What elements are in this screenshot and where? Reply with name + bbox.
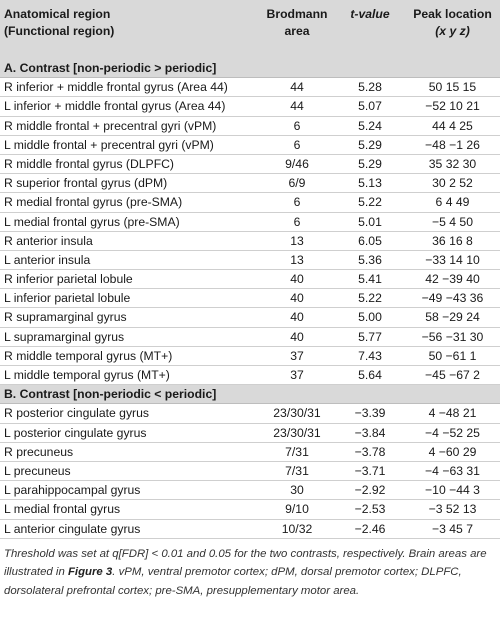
cell-region: R medial frontal gyrus (pre-SMA): [4, 195, 183, 210]
cell-tvalue: 5.22: [358, 195, 382, 210]
cell-peak: −49 −43 36: [421, 291, 484, 306]
table-row: [0, 308, 500, 327]
cell-brodmann: 6/9: [288, 176, 306, 191]
cell-region: R precuneus: [4, 444, 74, 459]
section-title: A. Contrast [non-periodic > periodic]: [4, 61, 217, 75]
table-row: [0, 404, 500, 423]
table-row: [0, 136, 500, 155]
cell-brodmann: 7/31: [285, 463, 309, 478]
cell-region: L supramarginal gyrus: [4, 329, 125, 344]
cell-tvalue: 5.29: [358, 137, 382, 152]
cell-region: R middle frontal + precentral gyri (vPM): [4, 118, 217, 133]
footnote-text-2: . vPM, ventral premotor cortex; dPM, dorsal premotor cortex; DLPFC, dorsolateral prefrontal cortex; pre-SMA, presupplementary motor area.: [4, 566, 462, 597]
cell-region: L inferior + middle frontal gyrus (Area 44): [4, 99, 226, 114]
table-row: [0, 270, 500, 289]
cell-tvalue: −3.71: [354, 463, 386, 478]
cell-peak: −56 −31 30: [421, 329, 484, 344]
table-row: [0, 328, 500, 347]
cell-tvalue: 5.64: [358, 368, 382, 382]
table-row: [0, 347, 500, 366]
cell-brodmann: 10/32: [281, 521, 313, 536]
section-header-row: [0, 59, 500, 78]
header-peak: [405, 6, 500, 40]
cell-peak: 4 −48 21: [428, 406, 477, 421]
cell-region: L posterior cingulate gyrus: [4, 425, 147, 440]
cell-peak: −33 14 10: [425, 252, 480, 267]
cell-peak: 6 4 49: [435, 195, 470, 210]
cell-peak: −4 −63 31: [425, 463, 480, 478]
table-row: [0, 97, 500, 116]
cell-brodmann: 40: [290, 329, 304, 344]
cell-brodmann: 23/30/31: [273, 406, 321, 421]
cell-region: R middle frontal gyrus (DLPFC): [4, 156, 174, 171]
cell-brodmann: 44: [290, 80, 304, 95]
table-row: [0, 424, 500, 443]
cell-region: L medial frontal gyrus (pre-SMA): [4, 214, 180, 229]
cell-peak: 58 −29 24: [425, 310, 480, 325]
cell-peak: −48 −1 26: [425, 137, 480, 152]
cell-brodmann: 37: [290, 348, 304, 363]
table-body: [0, 59, 500, 539]
table-row: [0, 213, 500, 232]
table-row: [0, 78, 500, 97]
cell-region: L inferior parietal lobule: [4, 291, 131, 306]
cell-peak: −45 −67 2: [425, 368, 480, 382]
cell-brodmann: 7/31: [285, 444, 309, 459]
cell-region: L precuneus: [4, 463, 71, 478]
cell-tvalue: 5.29: [358, 156, 382, 171]
cell-region: R inferior parietal lobule: [4, 272, 133, 287]
header-brodmann-line2: area: [284, 24, 310, 38]
cell-region: L anterior insula: [4, 252, 91, 267]
header-region-line1: Anatomical region: [4, 7, 111, 21]
figure-reference: Figure 3: [67, 566, 113, 579]
cell-brodmann: 13: [290, 252, 304, 267]
cell-peak: 50 15 15: [428, 80, 477, 95]
cell-brodmann: 6: [293, 118, 301, 133]
cell-region: R middle temporal gyrus (MT+): [4, 348, 173, 363]
cell-brodmann: 40: [290, 272, 304, 287]
cell-tvalue: 5.01: [358, 214, 382, 229]
header-peak-line1: Peak location: [413, 7, 492, 21]
table-row: [0, 232, 500, 251]
cell-region: R inferior + middle frontal gyrus (Area 44): [4, 80, 228, 95]
cell-tvalue: 5.07: [358, 99, 382, 114]
cell-peak: −3 45 7: [431, 521, 473, 536]
cell-peak: −3 52 13: [428, 502, 477, 517]
cell-peak: −10 −44 3: [425, 483, 480, 498]
table-header: [0, 0, 500, 59]
table-row: [0, 251, 500, 270]
cell-region: L medial frontal gyrus: [4, 502, 121, 517]
table-row: [0, 117, 500, 136]
cell-brodmann: 37: [290, 368, 304, 382]
table-footnote: [0, 539, 500, 600]
cell-brodmann: 30: [290, 483, 304, 498]
cell-brodmann: 44: [290, 99, 304, 114]
table-row: [0, 481, 500, 500]
table-row: [0, 462, 500, 481]
cell-brodmann: 13: [290, 233, 304, 248]
cell-region: L middle frontal + precentral gyri (vPM): [4, 137, 214, 152]
header-brodmann-line1: Brodmann: [266, 7, 328, 21]
cell-peak: −4 −52 25: [425, 425, 480, 440]
header-region: [4, 6, 114, 40]
cell-region: R posterior cingulate gyrus: [4, 406, 149, 421]
table-row: [0, 174, 500, 193]
section-title: B. Contrast [non-periodic < periodic]: [4, 387, 217, 402]
cell-peak: 50 −61 1: [428, 348, 477, 363]
table-row: [0, 155, 500, 174]
cell-brodmann: 23/30/31: [273, 425, 321, 440]
cell-brodmann: 6: [293, 195, 301, 210]
cell-tvalue: 5.36: [358, 252, 382, 267]
table-row: [0, 500, 500, 519]
cell-peak: −52 10 21: [425, 99, 480, 114]
header-region-line2: (Functional region): [4, 24, 115, 38]
cell-peak: 44 4 25: [432, 118, 473, 133]
cell-tvalue: −2.46: [354, 521, 386, 536]
header-peak-line2: (x y z): [435, 24, 470, 38]
header-tvalue-label: t-value: [350, 7, 390, 21]
table-row: [0, 520, 500, 539]
cell-tvalue: 5.77: [358, 329, 382, 344]
cell-peak: 42 −39 40: [425, 272, 480, 287]
cell-region: L middle temporal gyrus (MT+): [4, 368, 170, 382]
cell-tvalue: 5.00: [358, 310, 382, 325]
cell-brodmann: 40: [290, 291, 304, 306]
cell-tvalue: −3.78: [354, 444, 386, 459]
table-row: [0, 443, 500, 462]
header-brodmann: [262, 6, 332, 40]
cell-region: L anterior cingulate gyrus: [4, 521, 141, 536]
table-row: [0, 366, 500, 385]
cell-peak: −5 4 50: [431, 214, 473, 229]
cell-peak: 36 16 8: [432, 233, 473, 248]
cell-tvalue: 5.41: [358, 272, 382, 287]
cell-tvalue: −3.39: [354, 406, 386, 421]
cell-region: R superior frontal gyrus (dPM): [4, 176, 168, 191]
cell-region: R supramarginal gyrus: [4, 310, 127, 325]
cell-tvalue: 5.28: [358, 80, 382, 95]
cell-tvalue: −2.92: [354, 483, 386, 498]
cell-tvalue: −3.84: [354, 425, 386, 440]
section-header-row: [0, 385, 500, 404]
table-row: [0, 193, 500, 212]
cell-brodmann: 9/46: [285, 156, 309, 171]
cell-peak: 35 32 30: [428, 156, 477, 171]
footnote-text-1: Threshold was set at q[FDR] < 0.01 and 0.05 for the two contrasts, respectively. Brain areas are illustrated in: [4, 547, 487, 579]
cell-region: R anterior insula: [4, 233, 93, 248]
cell-tvalue: 5.24: [358, 118, 382, 133]
cell-region: L parahippocampal gyrus: [4, 483, 141, 498]
cell-brodmann: 40: [290, 310, 304, 325]
cell-brodmann: 9/10: [285, 502, 309, 517]
table-row: [0, 289, 500, 308]
cell-tvalue: −2.53: [354, 502, 386, 517]
cell-tvalue: 5.13: [358, 176, 382, 191]
cell-brodmann: 6: [293, 214, 301, 229]
cell-brodmann: 6: [293, 137, 301, 152]
header-tvalue: [342, 6, 398, 23]
cell-tvalue: 6.05: [358, 233, 382, 248]
cell-peak: 30 2 52: [432, 176, 473, 191]
cell-peak: 4 −60 29: [428, 444, 477, 459]
cell-tvalue: 5.22: [358, 291, 382, 306]
cell-tvalue: 7.43: [358, 348, 382, 363]
